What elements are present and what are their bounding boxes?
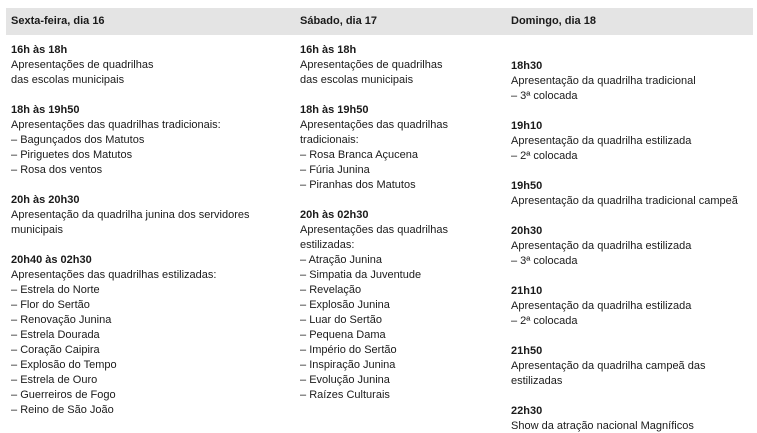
time-slot: 20h40 às 02h30 bbox=[11, 254, 92, 266]
time-slot: 20h às 20h30 bbox=[11, 194, 80, 206]
time-slot: 16h às 18h bbox=[11, 44, 68, 56]
event-description: Apresentações das quadrilhas estilizadas: bbox=[11, 269, 217, 281]
list-item: – Reino de São João bbox=[11, 403, 291, 418]
column-friday bbox=[11, 43, 291, 433]
column-sunday bbox=[511, 59, 751, 433]
schedule-block bbox=[511, 344, 751, 389]
schedule-block bbox=[300, 208, 505, 403]
header-saturday: Sábado, dia 17 bbox=[300, 15, 378, 27]
time-slot: 20h às 02h30 bbox=[300, 209, 369, 221]
event-description: Show da atração nacional Magníficos bbox=[511, 420, 694, 432]
list-item: – Simpatia da Juventude bbox=[300, 268, 505, 283]
list-item: – Explosão do Tempo bbox=[11, 358, 291, 373]
list-item: – Bagunçados dos Matutos bbox=[11, 133, 291, 148]
list-item: – Estrela Dourada bbox=[11, 328, 291, 343]
time-slot: 19h50 bbox=[511, 180, 543, 192]
time-slot: 18h às 19h50 bbox=[300, 104, 369, 116]
time-slot: 21h10 bbox=[511, 285, 543, 297]
schedule-block bbox=[511, 224, 751, 269]
schedule-block bbox=[300, 103, 505, 193]
event-description: Apresentação da quadrilha estilizada – 2ª colocada bbox=[511, 300, 692, 327]
list-item: – Explosão Junina bbox=[300, 298, 505, 313]
schedule-block bbox=[511, 404, 751, 433]
schedule-block bbox=[11, 43, 291, 88]
event-description: Apresentações das quadrilhas tradicionais: bbox=[11, 119, 221, 131]
list-item: – Inspiração Junina bbox=[300, 358, 505, 373]
time-slot: 22h30 bbox=[511, 405, 543, 417]
schedule-block bbox=[11, 103, 291, 178]
schedule-block bbox=[511, 119, 751, 164]
schedule-block bbox=[300, 43, 505, 88]
list-item: – Fúria Junina bbox=[300, 163, 505, 178]
time-slot: 16h às 18h bbox=[300, 44, 357, 56]
schedule-block bbox=[511, 179, 751, 209]
group-list bbox=[300, 253, 505, 403]
list-item: – Guerreiros de Fogo bbox=[11, 388, 291, 403]
list-item: – Renovação Junina bbox=[11, 313, 291, 328]
event-description: Apresentações das quadrilhas estilizadas: bbox=[300, 224, 448, 251]
list-item: – Revelação bbox=[300, 283, 505, 298]
event-description: Apresentação da quadrilha campeã das estilizadas bbox=[511, 360, 706, 387]
list-item: – Luar do Sertão bbox=[300, 313, 505, 328]
event-description: Apresentações de quadrilhas das escolas municipais bbox=[11, 59, 154, 86]
time-slot: 19h10 bbox=[511, 120, 543, 132]
schedule-block bbox=[11, 253, 291, 418]
list-item: – Atração Junina bbox=[300, 253, 505, 268]
group-list bbox=[11, 283, 291, 418]
list-item: – Estrela de Ouro bbox=[11, 373, 291, 388]
list-item: – Flor do Sertão bbox=[11, 298, 291, 313]
time-slot: 18h às 19h50 bbox=[11, 104, 80, 116]
list-item: – Piriguetes dos Matutos bbox=[11, 148, 291, 163]
list-item: – Rosa dos ventos bbox=[11, 163, 291, 178]
schedule-table bbox=[6, 8, 753, 433]
header-sunday: Domingo, dia 18 bbox=[511, 15, 596, 27]
list-item: – Piranhas dos Matutos bbox=[300, 178, 505, 193]
header-friday: Sexta-feira, dia 16 bbox=[11, 15, 105, 27]
event-description: Apresentação da quadrilha estilizada – 3ª colocada bbox=[511, 240, 692, 267]
list-item: – Coração Caipira bbox=[11, 343, 291, 358]
list-item: – Estrela do Norte bbox=[11, 283, 291, 298]
list-item: – Rosa Branca Açucena bbox=[300, 148, 505, 163]
event-description: Apresentação da quadrilha tradicional campeã bbox=[511, 195, 738, 207]
list-item: – Império do Sertão bbox=[300, 343, 505, 358]
time-slot: 20h30 bbox=[511, 225, 543, 237]
event-description: Apresentações de quadrilhas das escolas municipais bbox=[300, 59, 443, 86]
event-description: Apresentação da quadrilha junina dos servidores municipais bbox=[11, 209, 250, 236]
event-description: Apresentações das quadrilhas tradicionais: bbox=[300, 119, 448, 146]
event-description: Apresentação da quadrilha tradicional – 3ª colocada bbox=[511, 75, 696, 102]
time-slot: 18h30 bbox=[511, 60, 543, 72]
schedule-block bbox=[11, 193, 291, 238]
list-item: – Evolução Junina bbox=[300, 373, 505, 388]
column-saturday bbox=[300, 43, 505, 418]
list-item: – Pequena Dama bbox=[300, 328, 505, 343]
list-item: – Raízes Culturais bbox=[300, 388, 505, 403]
event-description: Apresentação da quadrilha estilizada – 2ª colocada bbox=[511, 135, 692, 162]
schedule-block bbox=[511, 59, 751, 104]
group-list bbox=[11, 133, 291, 178]
group-list bbox=[300, 148, 505, 193]
schedule-block bbox=[511, 284, 751, 329]
header-row bbox=[6, 8, 753, 35]
time-slot: 21h50 bbox=[511, 345, 543, 357]
